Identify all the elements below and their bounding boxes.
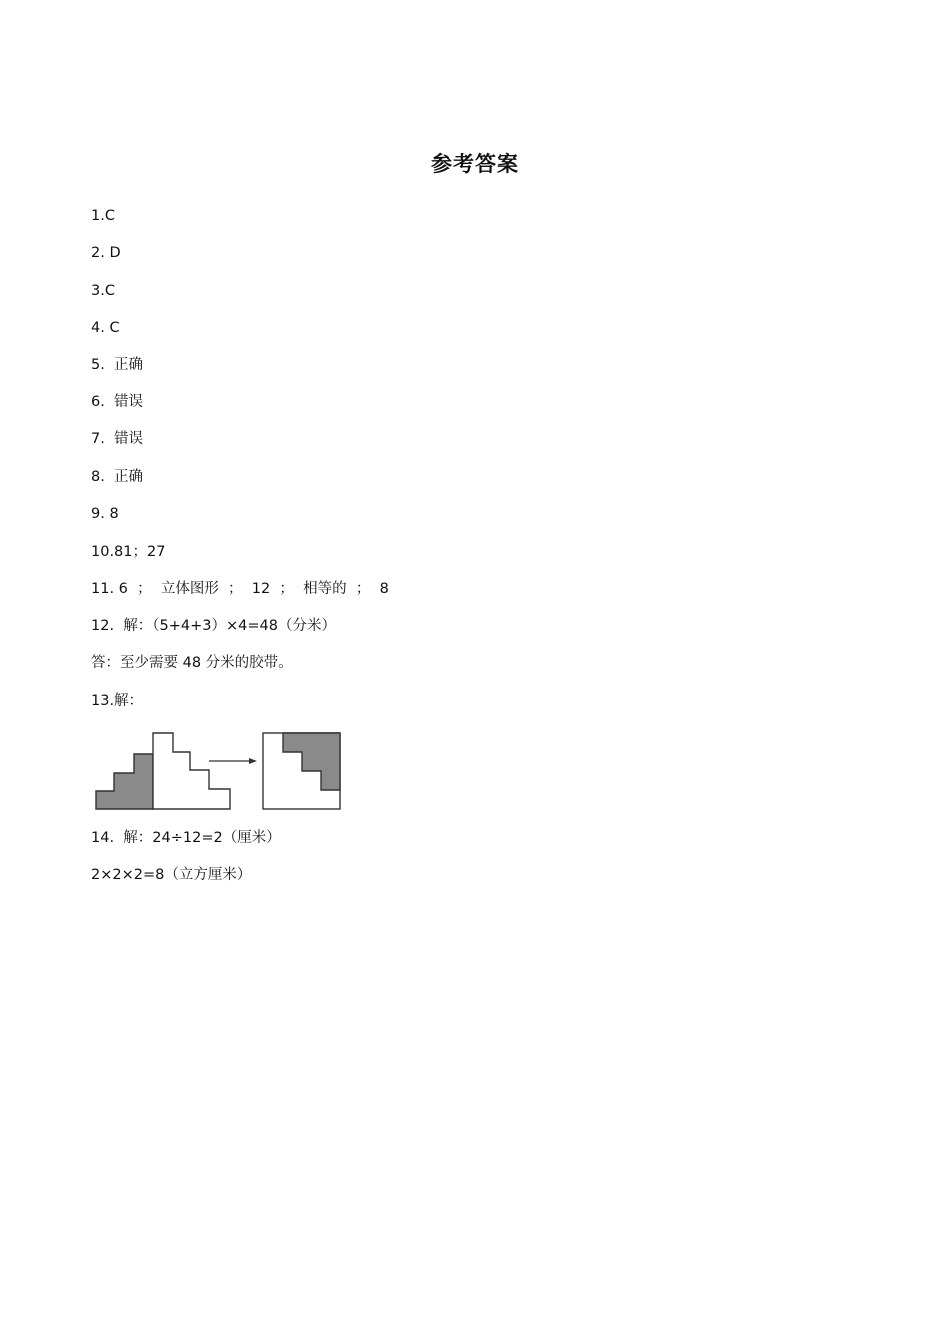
answer-9: 9. 8 — [91, 506, 119, 522]
answer-4: 4. C — [91, 320, 120, 336]
answer-8: 8. 正确 — [91, 469, 144, 485]
answer-14: 14. 解：24÷12=2（厘米） — [91, 830, 281, 846]
answer-12: 12. 解：（5+4+3）×4=48（分米） — [91, 618, 336, 634]
answer-3: 3.C — [91, 283, 115, 299]
page-title: 参考答案 — [431, 152, 519, 176]
answer-6: 6. 错误 — [91, 394, 144, 410]
answer-12-conclusion: 答：至少需要 48 分米的胶带。 — [91, 655, 293, 671]
answer-13: 13.解： — [91, 693, 144, 709]
answer-5: 5. 正确 — [91, 357, 144, 373]
answer-14-volume: 2×2×2=8（立方厘米） — [91, 867, 252, 883]
arrow-head — [249, 758, 257, 764]
answer-1: 1.C — [91, 208, 115, 224]
shaded-staircase — [96, 754, 153, 809]
staircase-figure — [91, 729, 343, 811]
answer-2: 2. D — [91, 245, 121, 261]
answer-10: 10.81；27 — [91, 544, 166, 560]
answer-11: 11. 6 ； 立体图形 ； 12 ； 相等的 ； 8 — [91, 581, 389, 597]
white-staircase — [153, 733, 230, 809]
answer-7: 7. 错误 — [91, 431, 144, 447]
